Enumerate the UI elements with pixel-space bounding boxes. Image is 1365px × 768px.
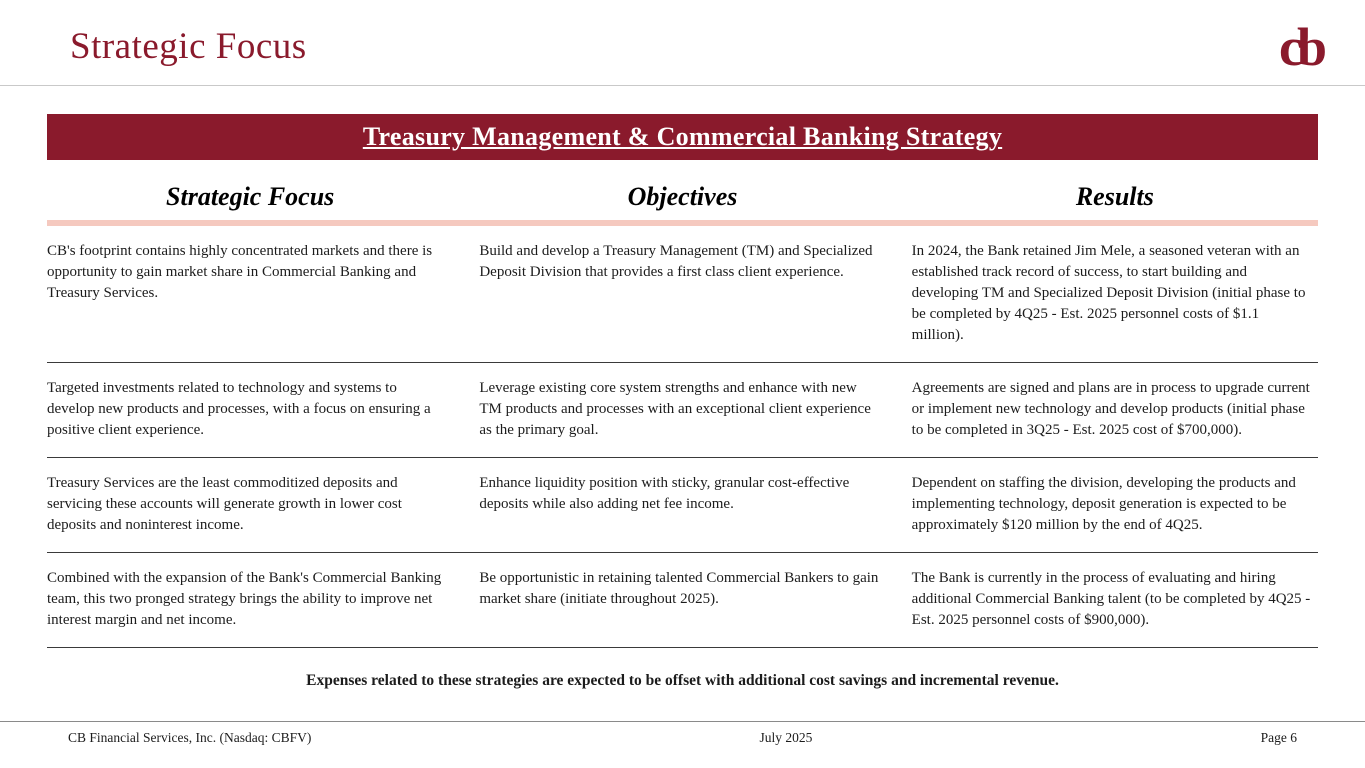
table-row xyxy=(47,458,1318,553)
footer-page-number: Page 6 xyxy=(1260,730,1297,745)
strategy-table xyxy=(47,226,1318,648)
cell-strategic-focus: Treasury Services are the least commoditized deposits and servicing these accounts will generate growth in lower cost deposits and noninterest income. xyxy=(47,475,402,533)
cell-strategic-focus: Combined with the expansion of the Bank's Commercial Banking team, this two pronged strategy brings the ability to improve net interest margin and net income. xyxy=(47,570,442,628)
expenses-note: Expenses related to these strategies are expected to be offset with additional cost savings and incremental revenue. xyxy=(306,672,1059,689)
strategy-banner xyxy=(47,114,1318,160)
column-header-objectives: Objectives xyxy=(627,182,738,211)
cell-objectives: Be opportunistic in retaining talented Commercial Bankers to gain market share (initiate throughout 2025). xyxy=(479,570,879,607)
strategy-banner-title: Treasury Management & Commercial Banking Strategy xyxy=(362,122,1003,151)
cell-objectives: Enhance liquidity position with sticky, granular cost-effective deposits while also adding net fee income. xyxy=(479,475,850,512)
cell-results: In 2024, the Bank retained Jim Mele, a seasoned veteran with an established track record of success, to start building and developing TM and Specialized Deposit Division (initial phase to be completed by 4Q25 - Est. 2025 personnel costs of $1.1 million). xyxy=(911,243,1306,343)
page-title: Strategic Focus xyxy=(70,26,307,67)
column-header-strategic-focus: Strategic Focus xyxy=(166,182,335,211)
footer xyxy=(0,721,1365,768)
cell-objectives: Leverage existing core system strengths and enhance with new TM products and processes with an exceptional client experience as the primary goal. xyxy=(479,380,871,438)
footer-date: July 2025 xyxy=(759,730,813,745)
cell-results: The Bank is currently in the process of evaluating and hiring additional Commercial Banking talent (to be completed by 4Q25 - Est. 2025 personnel costs of $900,000). xyxy=(911,570,1311,628)
cell-strategic-focus: CB's footprint contains highly concentrated markets and there is opportunity to gain market share in Commercial Banking and Treasury Services. xyxy=(47,243,433,301)
table-row xyxy=(47,553,1318,648)
cell-objectives: Build and develop a Treasury Management (TM) and Specialized Deposit Division that provides a first class client experience. xyxy=(479,243,873,280)
cell-results: Agreements are signed and plans are in process to upgrade current or implement new technology and develop products (initial phase to be completed in 3Q25 - Est. 2025 cost of $700,000). xyxy=(911,380,1310,438)
table-row xyxy=(47,363,1318,458)
table-row xyxy=(47,226,1318,363)
cell-strategic-focus: Targeted investments related to technology and systems to develop new products and processes, with a focus on ensuring a positive client experience. xyxy=(47,380,431,438)
cb-logo-icon: cb xyxy=(1279,16,1321,77)
column-header-results: Results xyxy=(1075,182,1154,211)
top-bar xyxy=(0,0,1365,86)
cell-results: Dependent on staffing the division, developing the products and implementing technology, deposit generation is expected to be approximately $120 million by the end of 4Q25. xyxy=(911,475,1296,533)
column-headers xyxy=(47,182,1318,212)
footer-company: CB Financial Services, Inc. (Nasdaq: CBFV) xyxy=(68,730,312,745)
